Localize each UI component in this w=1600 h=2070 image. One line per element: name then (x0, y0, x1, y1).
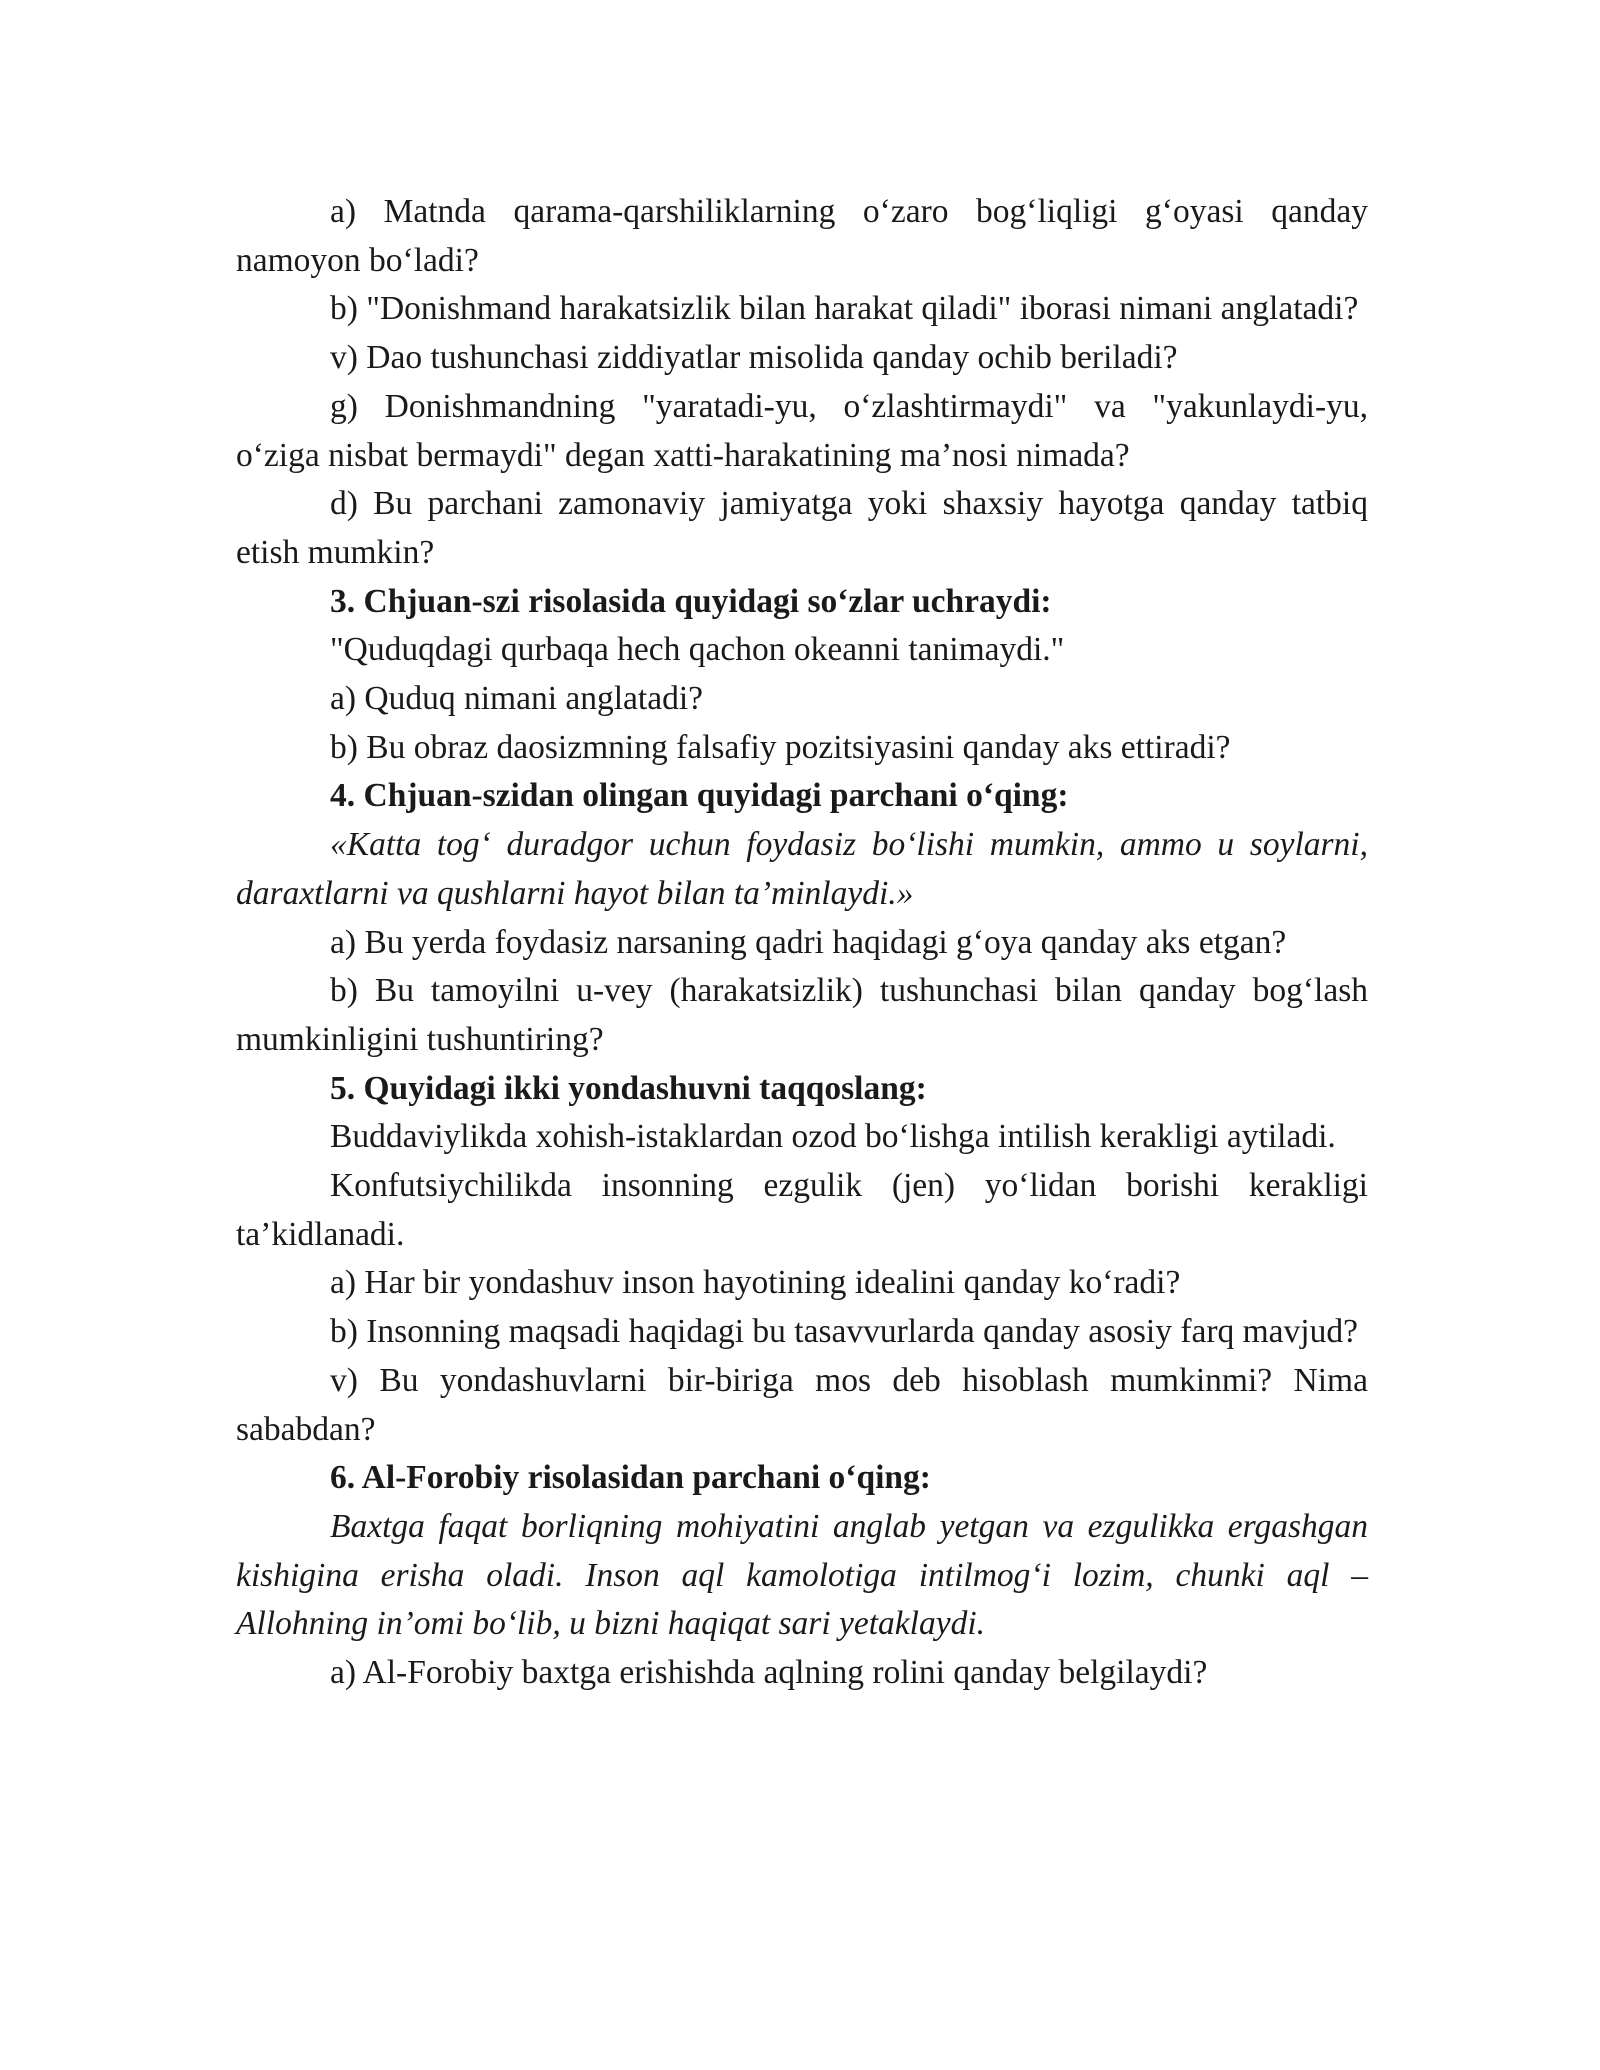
question-2d: d) Bu parchani zamonaviy jamiyatga yoki shaxsiy hayotga qanday tatbiq etish mumkin? (236, 485, 1368, 571)
document-page (236, 188, 1368, 1698)
task-3-heading: 3. Chjuan-szi risolasida quyidagi so‘zlar uchraydi: (330, 582, 1052, 620)
task-5-buddhism: Buddaviylikda xohish-istaklardan ozod bo‘lishga intilish kerakligi aytiladi. (330, 1118, 1336, 1156)
question-5v: v) Bu yondashuvlarni bir-biriga mos deb hisoblash mumkinmi? Nima sababdan? (236, 1361, 1368, 1448)
question-3b: b) Bu obraz daosizmning falsafiy pozitsiyasini qanday aks ettiradi? (330, 728, 1231, 766)
task-5-heading: 5. Quyidagi ikki yondashuvni taqqoslang: (330, 1069, 927, 1107)
question-5a: a) Har bir yondashuv inson hayotining idealini qanday ko‘radi? (330, 1264, 1181, 1302)
question-2b: b) "Donishmand harakatsizlik bilan harakat qiladi" iborasi nimani anglatadi? (330, 290, 1359, 328)
question-2g: g) Donishmandning "yaratadi-yu, o‘zlashtirmaydi" va "yakunlaydi-yu, o‘ziga nisbat bermaydi" degan xatti-harakatining ma’nosi nimada? (236, 387, 1368, 474)
question-2a: a) Matndа qarama-qarshiliklarning o‘zaro bog‘liqligi g‘oyasi qanday namoyon bo‘ladi? (236, 193, 1368, 279)
question-4b: b) Bu tamoyilni u-vey (harakatsizlik) tushunchasi bilan qanday bog‘lash mumkinligini tushuntiring? (236, 972, 1368, 1058)
question-2v: v) Dao tushunchasi ziddiyatlar misolida qanday ochib beriladi? (330, 339, 1178, 377)
task-4-quote: «Katta tog‘ duradgor uchun foydasiz bo‘lishi mumkin, ammo u soylarni, daraxtlarni va qushlarni hayot bilan ta’minlaydi.» (236, 826, 1368, 912)
question-3a: a) Quduq nimani anglatadi? (330, 680, 704, 718)
task-6-quote: Baxtga faqat borliqning mohiyatini anglab yetgan va ezgulikka ergashgan kishigina erisha oladi. Inson aql kamolotiga intilmog‘i lozim, chunki aql – Allohning in’omi bo‘lib, u bizni haqiqat sari yetaklaydi. (236, 1507, 1368, 1643)
task-4-heading: 4. Chjuan-szidan olingan quyidagi parchani o‘qing: (330, 777, 1069, 815)
question-5b: b) Insonning maqsadi haqidagi bu tasavvurlarda qanday asosiy farq mavjud? (330, 1313, 1358, 1351)
task-6-heading: 6. Al-Forobiy risolasidan parchani o‘qing: (330, 1459, 931, 1497)
task-5-confucianism: Konfutsiychilikda insonning ezgulik (jen) yo‘lidan borishi kerakligi ta’kidlanadi. (236, 1167, 1368, 1253)
question-4a: a) Bu yerda foydasiz narsaning qadri haqidagi g‘oya qanday aks etgan? (330, 923, 1287, 961)
task-3-quote: "Quduqdagi qurbaqa hech qachon okeanni tanimaydi." (330, 631, 1065, 669)
question-6a: a) Al-Forobiy baxtga erishishda aqlning rolini qanday belgilaydi? (330, 1654, 1208, 1692)
